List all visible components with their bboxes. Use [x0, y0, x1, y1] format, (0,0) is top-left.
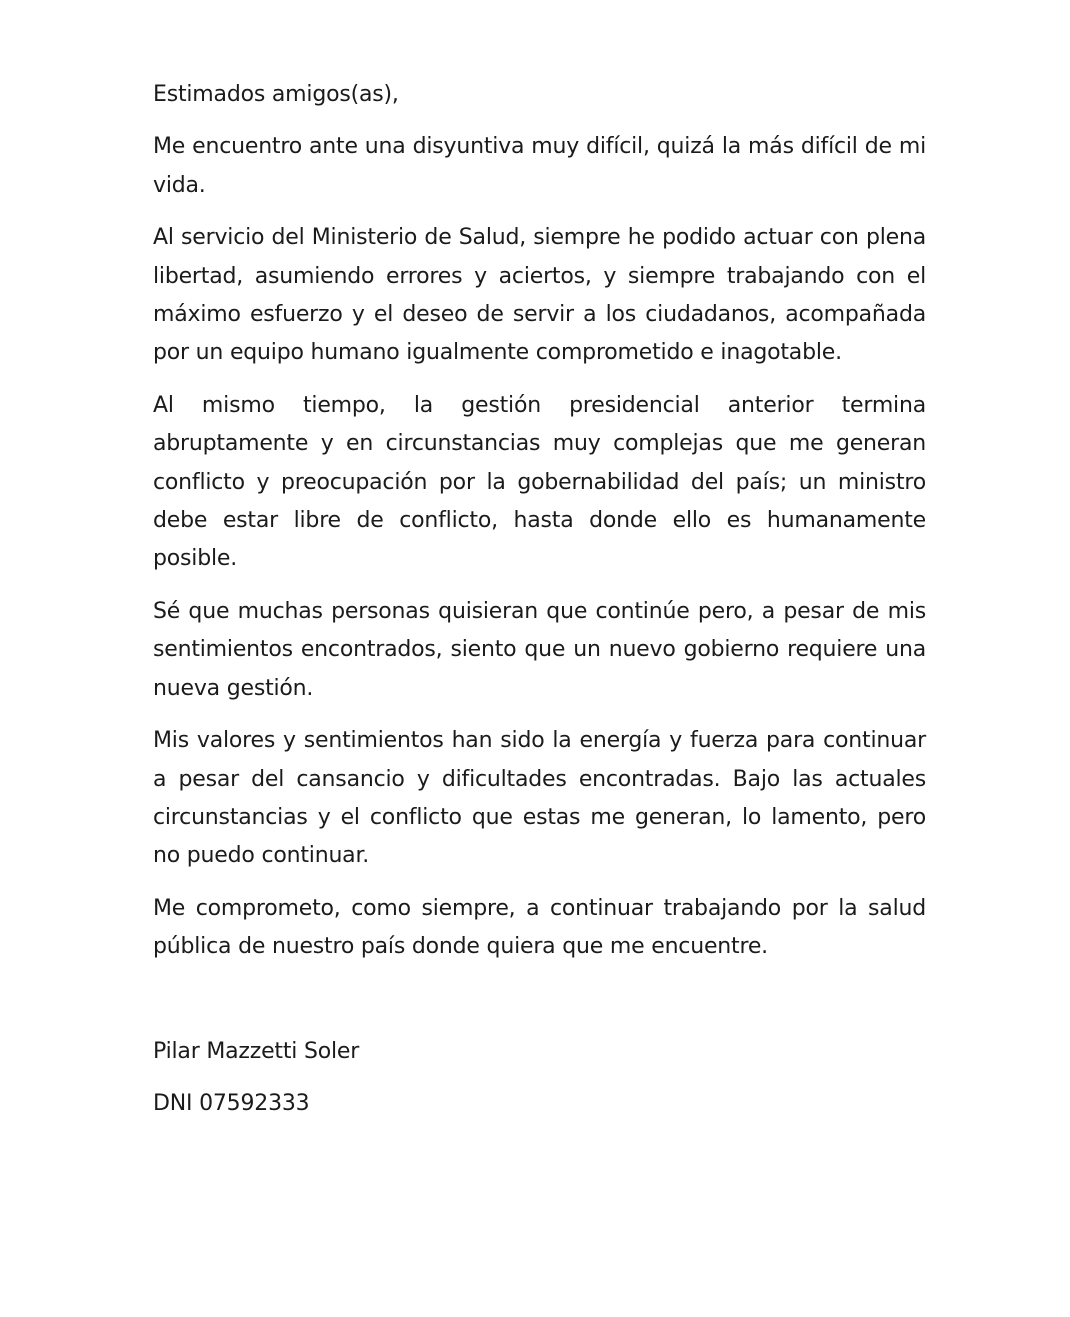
- letter-paragraph-4: Sé que muchas personas quisieran que continúe pero, a pesar de mis sentimientos encontrados, siento que un nuevo gobierno requiere una nueva gestión.: [153, 598, 926, 701]
- letter-paragraph-6: Me comprometo, como siempre, a continuar trabajando por la salud pública de nuestro país donde quiera que me encuentre.: [153, 895, 926, 960]
- closing-spacer: [153, 981, 926, 1033]
- letter-paragraph-1: Me encuentro ante una disyuntiva muy difícil, quizá la más difícil de mi vida.: [153, 134, 926, 198]
- letter-paragraph-3: Al mismo tiempo, la gestión presidencial anterior termina abruptamente y en circunstancias muy complejas que me generan conflicto y preocupación por la gobernabilidad del país; un ministro debe estar libre de conflicto, hasta donde ello es humanamente posible.: [153, 392, 926, 572]
- letter-greeting: Estimados amigos(as),: [153, 82, 399, 107]
- letter-paragraph-5: Mis valores y sentimientos han sido la energía y fuerza para continuar a pesar del cansancio y dificultades encontradas. Bajo las actuales circunstancias y el conflicto que estas me generan, lo lamento, pero no puedo continuar.: [153, 728, 926, 869]
- signature-name: Pilar Mazzetti Soler: [153, 1038, 360, 1064]
- letter-paragraph-2: Al servicio del Ministerio de Salud, siempre he podido actuar con plena libertad, asumiendo errores y aciertos, y siempre trabajando con el máximo esfuerzo y el deseo de servir a los ciudadanos, acompañada por un equipo humano igualmente comprometido e inagotable.: [153, 225, 926, 366]
- letter-body: [153, 76, 926, 1137]
- signature-id: DNI 07592333: [153, 1090, 310, 1116]
